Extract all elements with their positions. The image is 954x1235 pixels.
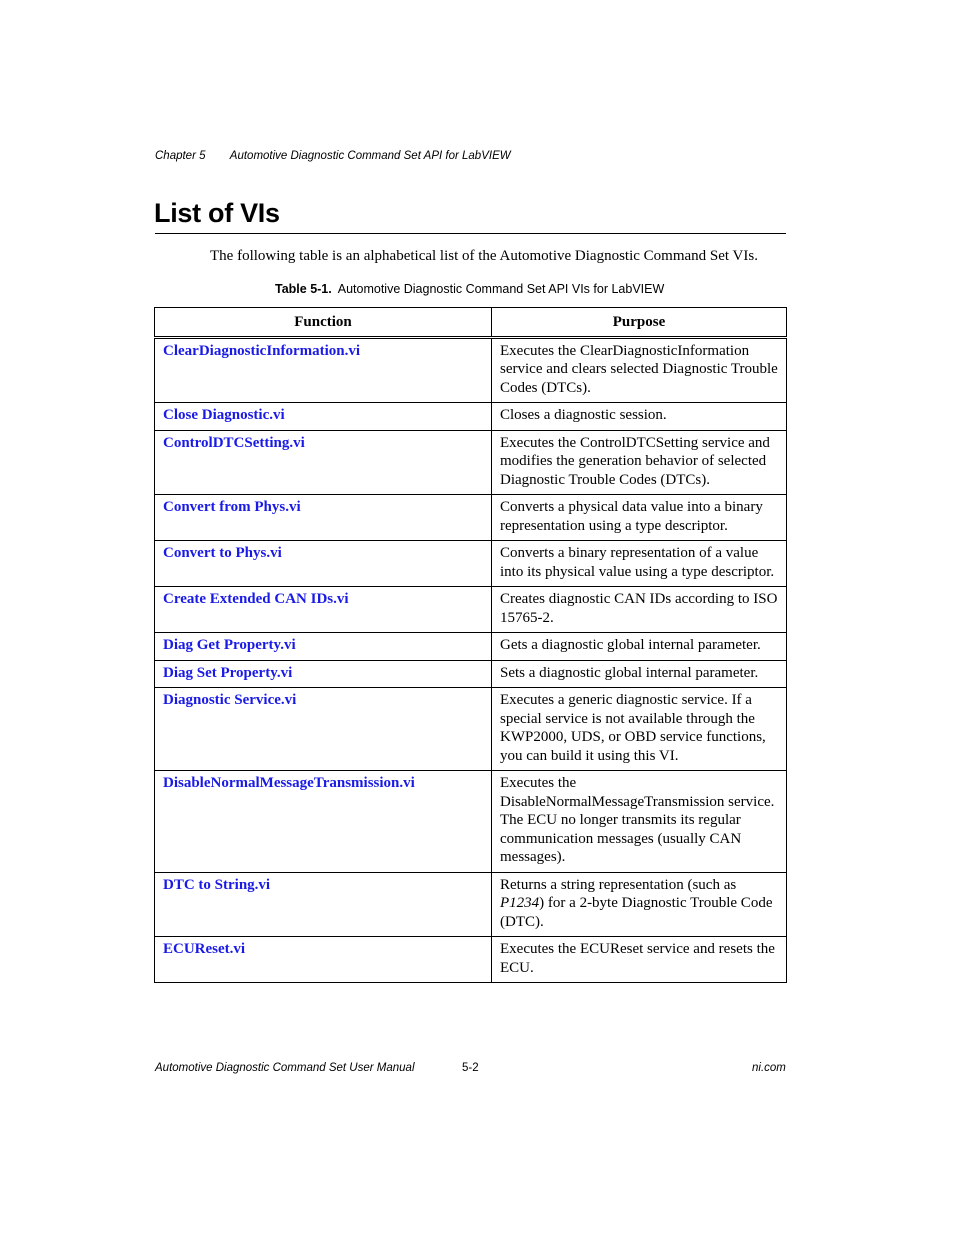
function-cell <box>155 660 492 688</box>
function-link[interactable]: Convert from Phys.vi <box>163 499 301 515</box>
vi-table <box>154 307 787 983</box>
section-label: Automotive Diagnostic Command Set API for LabVIEW <box>229 150 511 162</box>
function-cell <box>155 403 492 431</box>
table-row <box>155 937 787 983</box>
table-row <box>155 403 787 431</box>
function-cell <box>155 872 492 937</box>
function-cell <box>155 337 492 403</box>
purpose-cell: Executes a generic diagnostic service. If a special service is not available through the KWP2000, UDS, or OBD service functions, you can build it using this VI. <box>492 688 787 771</box>
function-link[interactable]: Diagnostic Service.vi <box>163 692 297 708</box>
table-row <box>155 541 787 587</box>
function-link[interactable]: ECUReset.vi <box>163 941 246 957</box>
footer-page-number: 5-2 <box>462 1062 479 1074</box>
function-link[interactable]: DTC to String.vi <box>163 876 271 893</box>
function-link[interactable]: Create Extended CAN IDs.vi <box>163 591 349 607</box>
purpose-cell <box>492 872 787 937</box>
purpose-cell: Creates diagnostic CAN IDs according to ISO 15765-2. <box>492 587 787 633</box>
header-function: Function <box>155 308 492 338</box>
function-cell <box>155 633 492 661</box>
function-link[interactable]: Close Diagnostic.vi <box>163 407 285 423</box>
table-caption <box>275 282 664 296</box>
function-cell <box>155 937 492 983</box>
function-link[interactable]: Diag Set Property.vi <box>163 664 293 681</box>
table-row <box>155 872 787 937</box>
purpose-cell: Closes a diagnostic session. <box>492 403 787 431</box>
function-link[interactable]: DisableNormalMessageTransmission.vi <box>163 775 415 791</box>
function-cell <box>155 688 492 771</box>
purpose-text: Returns a string representation (such as <box>500 876 737 893</box>
purpose-cell: Sets a diagnostic global internal parameter. <box>492 660 787 688</box>
purpose-cell: Gets a diagnostic global internal parameter. <box>492 633 787 661</box>
function-link[interactable]: ClearDiagnosticInformation.vi <box>163 342 361 359</box>
page-title: List of VIs <box>154 198 280 228</box>
footer-manual-title: Automotive Diagnostic Command Set User Manual <box>155 1062 415 1074</box>
function-cell <box>155 587 492 633</box>
title-rule <box>155 233 786 234</box>
purpose-cell: Executes the ClearDiagnosticInformation service and clears selected Diagnostic Trouble Codes (DTCs). <box>492 337 787 403</box>
table-caption-text: Automotive Diagnostic Command Set API VIs for LabVIEW <box>337 282 665 296</box>
table-row <box>155 771 787 873</box>
table-row <box>155 660 787 688</box>
purpose-example-code: P1234 <box>500 895 540 911</box>
function-link[interactable]: Convert to Phys.vi <box>163 545 282 561</box>
table-row <box>155 495 787 541</box>
purpose-cell: Converts a physical data value into a binary representation using a type descriptor. <box>492 495 787 541</box>
purpose-cell: Executes the ControlDTCSetting service and modifies the generation behavior of selected Diagnostic Trouble Codes (DTCs). <box>492 430 787 495</box>
function-link[interactable]: ControlDTCSetting.vi <box>163 434 305 451</box>
intro-paragraph: The following table is an alphabetical list of the Automotive Diagnostic Command Set VIs. <box>210 248 758 264</box>
running-header <box>155 150 511 162</box>
function-cell <box>155 771 492 873</box>
purpose-cell: Converts a binary representation of a value into its physical value using a type descriptor. <box>492 541 787 587</box>
table-row <box>155 587 787 633</box>
function-cell <box>155 495 492 541</box>
function-link[interactable]: Diag Get Property.vi <box>163 637 296 653</box>
purpose-cell: Executes the DisableNormalMessageTransmission service. The ECU no longer transmits its regular communication messages (usually CAN messages). <box>492 771 787 873</box>
table-row <box>155 337 787 403</box>
function-cell <box>155 430 492 495</box>
purpose-cell: Executes the ECUReset service and resets the ECU. <box>492 937 787 983</box>
footer-website-link[interactable]: ni.com <box>752 1062 786 1074</box>
table-row <box>155 688 787 771</box>
chapter-label: Chapter 5 <box>155 150 206 162</box>
table-row <box>155 430 787 495</box>
table-row <box>155 633 787 661</box>
table-caption-number: Table 5-1. <box>275 282 332 296</box>
table-header-row <box>155 308 787 338</box>
header-purpose: Purpose <box>492 308 787 338</box>
purpose-text: ) for a 2-byte Diagnostic Trouble Code (DTC). <box>500 895 773 930</box>
function-cell <box>155 541 492 587</box>
